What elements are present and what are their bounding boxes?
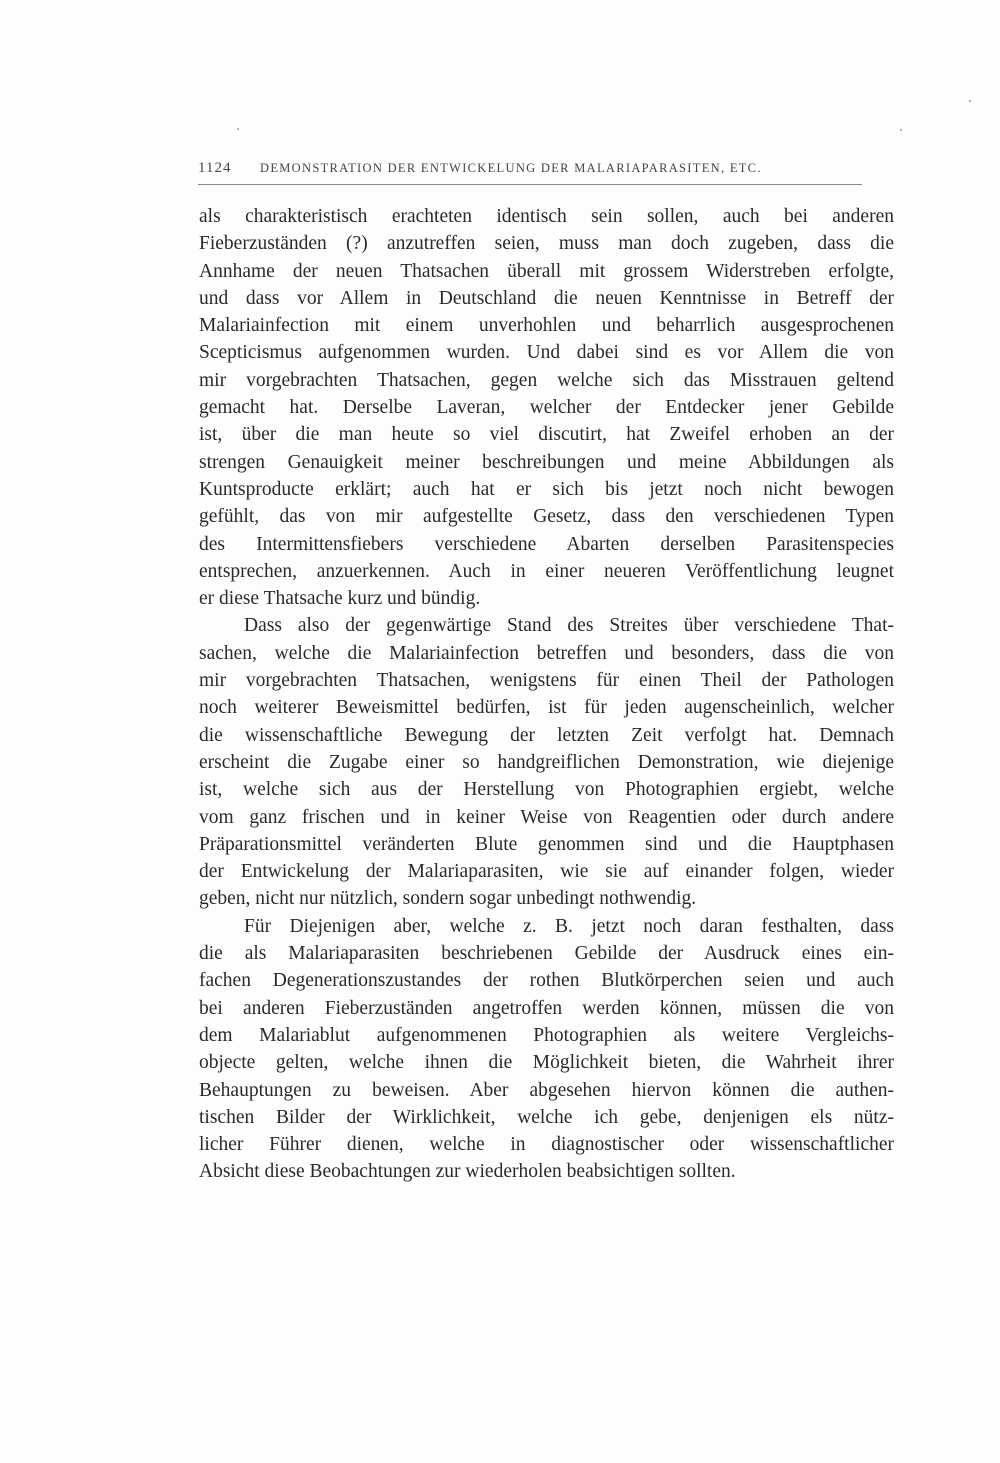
- text-line: gemacht hat. Derselbe Laveran, welcher der Entdecker jener Gebilde: [199, 397, 894, 419]
- text-line: Dass also der gegenwärtige Stand des Streites über verschiedene That-: [244, 615, 894, 637]
- text-line: Präparationsmittel veränderten Blute genommen sind und die Hauptphasen: [199, 833, 894, 855]
- text-line: ist, über die man heute so viel discutirt, hat Zweifel erhoben an der: [199, 424, 894, 446]
- text-line: die als Malariaparasiten beschriebenen Gebilde der Ausdruck eines ein-: [199, 943, 894, 965]
- paragraph: [199, 203, 894, 612]
- text-line: die wissenschaftliche Bewegung der letzten Zeit verfolgt hat. Demnach: [199, 724, 894, 746]
- text-line: noch weiterer Beweismittel bedürfen, ist für jeden augenscheinlich, welcher: [199, 697, 894, 719]
- text-line: als charakteristisch erachteten identisch sein sollen, auch bei anderen: [199, 206, 894, 227]
- paper-speck: [969, 100, 971, 102]
- text-line: dem Malariablut aufgenommenen Photographien als weitere Vergleichs-: [199, 1024, 894, 1046]
- body-text: [199, 203, 894, 1186]
- text-line: Für Diejenigen aber, welche z. B. jetzt noch daran festhalten, dass: [244, 915, 894, 937]
- text-line: Behauptungen zu beweisen. Aber abgesehen hiervon können die authen-: [199, 1079, 894, 1101]
- text-line: Annhame der neuen Thatsachen überall mit grossem Widerstreben erfolgte,: [199, 260, 894, 282]
- text-line: Fieberzuständen (?) anzutreffen seien, muss man doch zugeben, dass die: [199, 233, 894, 255]
- text-line: mir vorgebrachten Thatsachen, wenigstens für einen Theil der Pathologen: [199, 670, 894, 692]
- text-line: der Entwickelung der Malariaparasiten, wie sie auf einander folgen, wieder: [199, 861, 894, 883]
- text-line: und dass vor Allem in Deutschland die neuen Kenntnisse in Betreff der: [199, 287, 894, 309]
- text-line: bei anderen Fieberzuständen angetroffen werden können, müssen die von: [199, 997, 894, 1019]
- text-line: fachen Degenerationszustandes der rothen Blutkörperchen seien und auch: [199, 970, 894, 992]
- text-line: vom ganz frischen und in keiner Weise von Reagentien oder durch andere: [199, 806, 894, 828]
- text-line: ist, welche sich aus der Herstellung von Photographien ergiebt, welche: [199, 779, 894, 801]
- text-line: Kuntsproducte erklärt; auch hat er sich bis jetzt noch nicht bewogen: [199, 478, 894, 500]
- text-line: geben, nicht nur nützlich, sondern sogar unbedingt nothwendig.: [199, 888, 697, 910]
- text-line: gefühlt, das von mir aufgestellte Gesetz, dass den verschiedenen Typen: [199, 506, 894, 528]
- text-line: mir vorgebrachten Thatsachen, gegen welche sich das Misstrauen geltend: [199, 369, 894, 391]
- page-number: 1124: [198, 160, 232, 176]
- paper-speck: [237, 128, 239, 130]
- running-title: DEMONSTRATION DER ENTWICKELUNG DER MALARIAPARASITEN, ETC.: [260, 161, 762, 175]
- text-line: Scepticismus aufgenommen wurden. Und dabei sind es vor Allem die von: [199, 342, 894, 364]
- text-line: Malariainfection mit einem unverhohlen und beharrlich ausgesprochenen: [199, 315, 894, 337]
- text-line: tischen Bilder der Wirklichkeit, welche ich gebe, denjenigen els nütz-: [199, 1106, 894, 1128]
- text-line: Absicht diese Beobachtungen zur wiederholen beabsichtigen sollten.: [199, 1161, 736, 1183]
- text-line: strengen Genauigkeit meiner beschreibungen und meine Abbildungen als: [199, 451, 894, 473]
- running-head: [198, 160, 862, 185]
- paper-speck: [900, 129, 902, 131]
- text-line: licher Führer dienen, welche in diagnostischer oder wissenschaftlicher: [199, 1134, 894, 1156]
- text-line: des Intermittensfiebers verschiedene Abarten derselben Parasitenspecies: [199, 533, 894, 555]
- text-line: er diese Thatsache kurz und bündig.: [199, 588, 481, 610]
- text-line: erscheint die Zugabe einer so handgreiflichen Demonstration, wie diejenige: [199, 751, 894, 773]
- paragraph: [199, 913, 894, 1186]
- paragraph: [199, 612, 894, 912]
- text-line: sachen, welche die Malariainfection betreffen und besonders, dass die von: [199, 642, 894, 664]
- text-line: objecte gelten, welche ihnen die Möglichkeit bieten, die Wahrheit ihrer: [199, 1052, 894, 1074]
- text-line: entsprechen, anzuerkennen. Auch in einer neueren Veröffentlichung leugnet: [199, 560, 894, 582]
